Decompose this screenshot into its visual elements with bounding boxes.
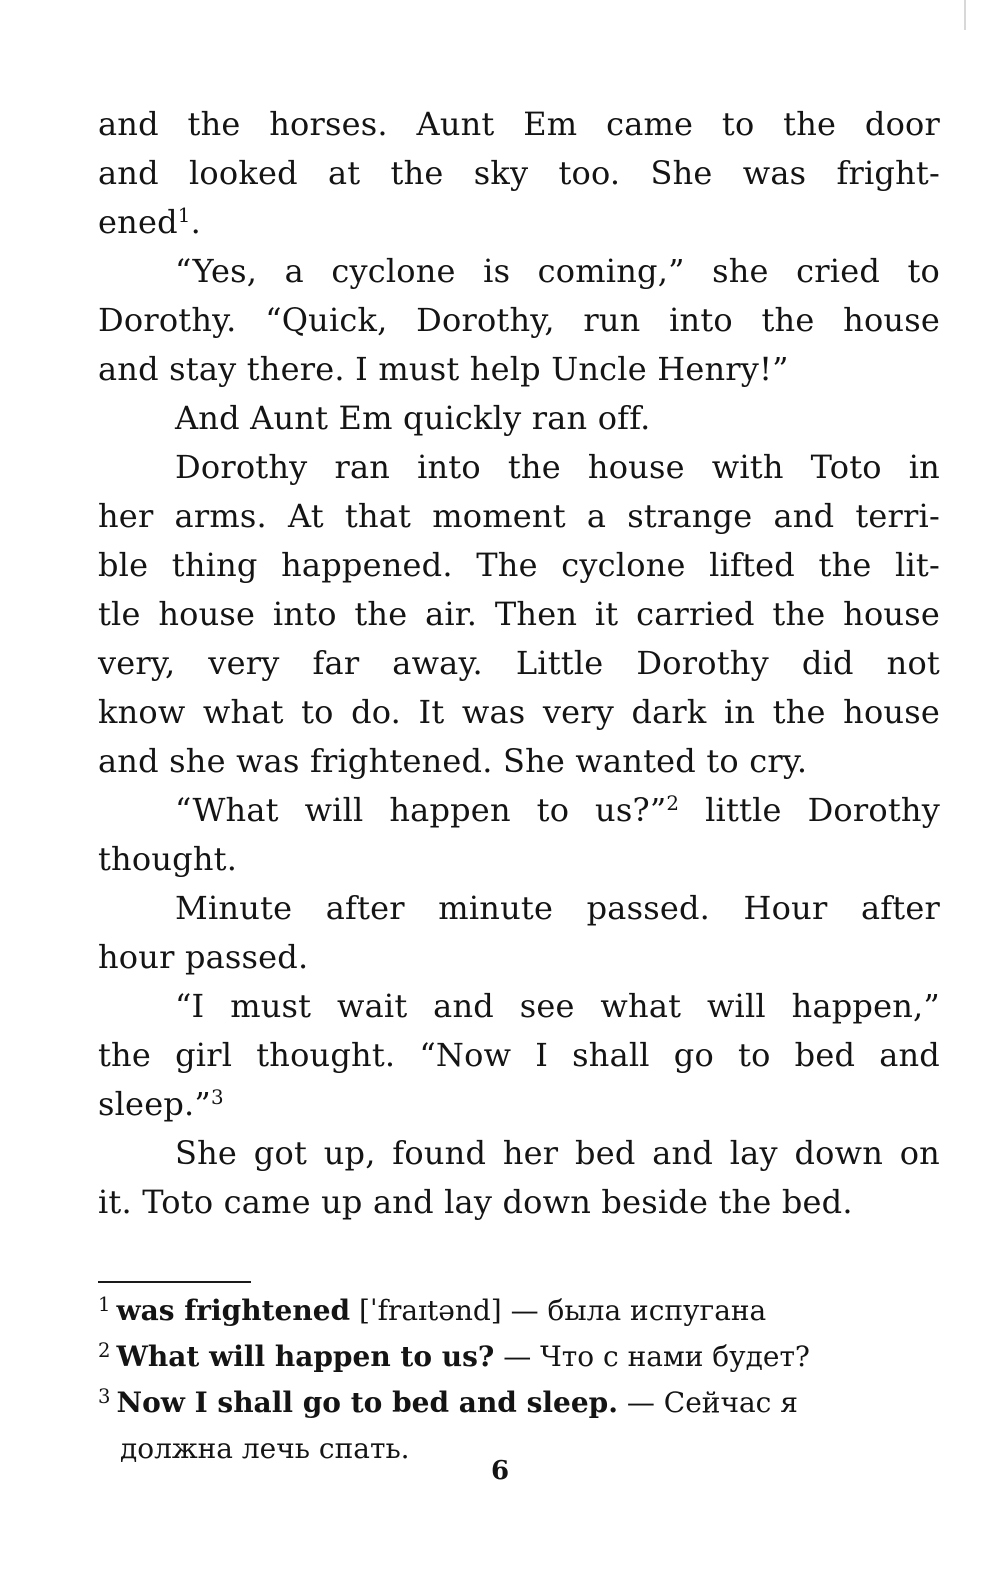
text-line — [98, 1129, 940, 1178]
footnote-number: 1 — [98, 1293, 111, 1317]
text-line — [98, 835, 940, 884]
line-text: it. Toto came up and lay down beside the bed. — [98, 1183, 853, 1221]
footnote-term: was frightened — [116, 1294, 351, 1327]
line-text: sleep.” — [98, 1085, 211, 1123]
line-text: hour passed. — [98, 938, 309, 976]
text-line — [98, 541, 940, 590]
line-text: ened — [98, 203, 178, 241]
footnote-item — [98, 1288, 940, 1334]
line-text: very, very far away. Little Dorothy did not — [98, 644, 940, 682]
text-line — [98, 982, 940, 1031]
text-line — [98, 492, 940, 541]
line-text: Dorothy. “Quick, Dorothy, run into the house — [98, 301, 940, 339]
text-line — [98, 394, 940, 443]
line-text: “I must wait and see what will happen,” — [175, 987, 940, 1025]
footnote-term: What will happen to us? — [116, 1340, 495, 1373]
line-text: and she was frightened. She wanted to cry. — [98, 742, 808, 780]
footnote-gloss: — Что с нами будет? — [494, 1340, 810, 1373]
footnotes — [98, 1288, 940, 1472]
scan-edge-mark — [964, 0, 966, 30]
text-line — [98, 786, 940, 835]
line-text: tle house into the air. Then it carried the house — [98, 595, 940, 633]
footnote-marker: 3 — [210, 1086, 224, 1110]
line-text-after-marker: . — [190, 203, 201, 241]
text-line — [98, 737, 940, 786]
page-number: 6 — [490, 1456, 510, 1486]
line-text: her arms. At that moment a strange and terri- — [98, 497, 940, 535]
footnote-continuation: должна лечь спать. — [120, 1432, 410, 1465]
line-text: thought. — [98, 840, 238, 878]
line-text: ble thing happened. The cyclone lifted the lit- — [98, 546, 940, 584]
text-line — [98, 1031, 940, 1080]
text-line — [98, 100, 940, 149]
text-line — [98, 1178, 940, 1227]
text-line — [98, 590, 940, 639]
text-line — [98, 639, 940, 688]
line-text: and the horses. Aunt Em came to the door — [98, 105, 940, 143]
footnote-term: Now I shall go to bed and sleep. — [116, 1386, 618, 1419]
text-line — [98, 345, 940, 394]
text-line — [98, 443, 940, 492]
text-line — [98, 247, 940, 296]
text-line — [98, 296, 940, 345]
line-text: Dorothy ran into the house with Toto in — [175, 448, 940, 486]
text-line — [98, 1080, 940, 1129]
line-text: “What will happen to us?” — [175, 791, 667, 829]
body-text — [98, 100, 940, 1227]
line-text: She got up, found her bed and lay down on — [175, 1134, 940, 1172]
line-text: Minute after minute passed. Hour after — [175, 889, 940, 927]
footnote-item — [98, 1380, 940, 1426]
line-text: “Yes, a cyclone is coming,” she cried to — [175, 252, 940, 290]
footnote-marker: 1 — [177, 204, 191, 228]
line-text: and stay there. I must help Uncle Henry!” — [98, 350, 789, 388]
text-line — [98, 688, 940, 737]
line-text: And Aunt Em quickly ran off. — [175, 399, 651, 437]
footnote-gloss: — Сейчас я — [617, 1386, 798, 1419]
footnote-gloss: [ˈfraɪtənd] — была испугана — [350, 1294, 767, 1327]
line-text: and looked at the sky too. She was fright- — [98, 154, 940, 192]
footnote-marker: 2 — [666, 792, 680, 816]
text-line — [98, 149, 940, 198]
footnote-item — [98, 1334, 940, 1380]
footnote-separator — [98, 1281, 251, 1283]
footnote-number: 3 — [98, 1385, 111, 1409]
footnote-number: 2 — [98, 1339, 111, 1363]
line-text-after-marker: little Dorothy — [679, 791, 940, 829]
text-line — [98, 933, 940, 982]
text-line — [98, 198, 940, 247]
line-text: know what to do. It was very dark in the house — [98, 693, 940, 731]
text-line — [98, 884, 940, 933]
line-text: the girl thought. “Now I shall go to bed and — [98, 1036, 940, 1074]
